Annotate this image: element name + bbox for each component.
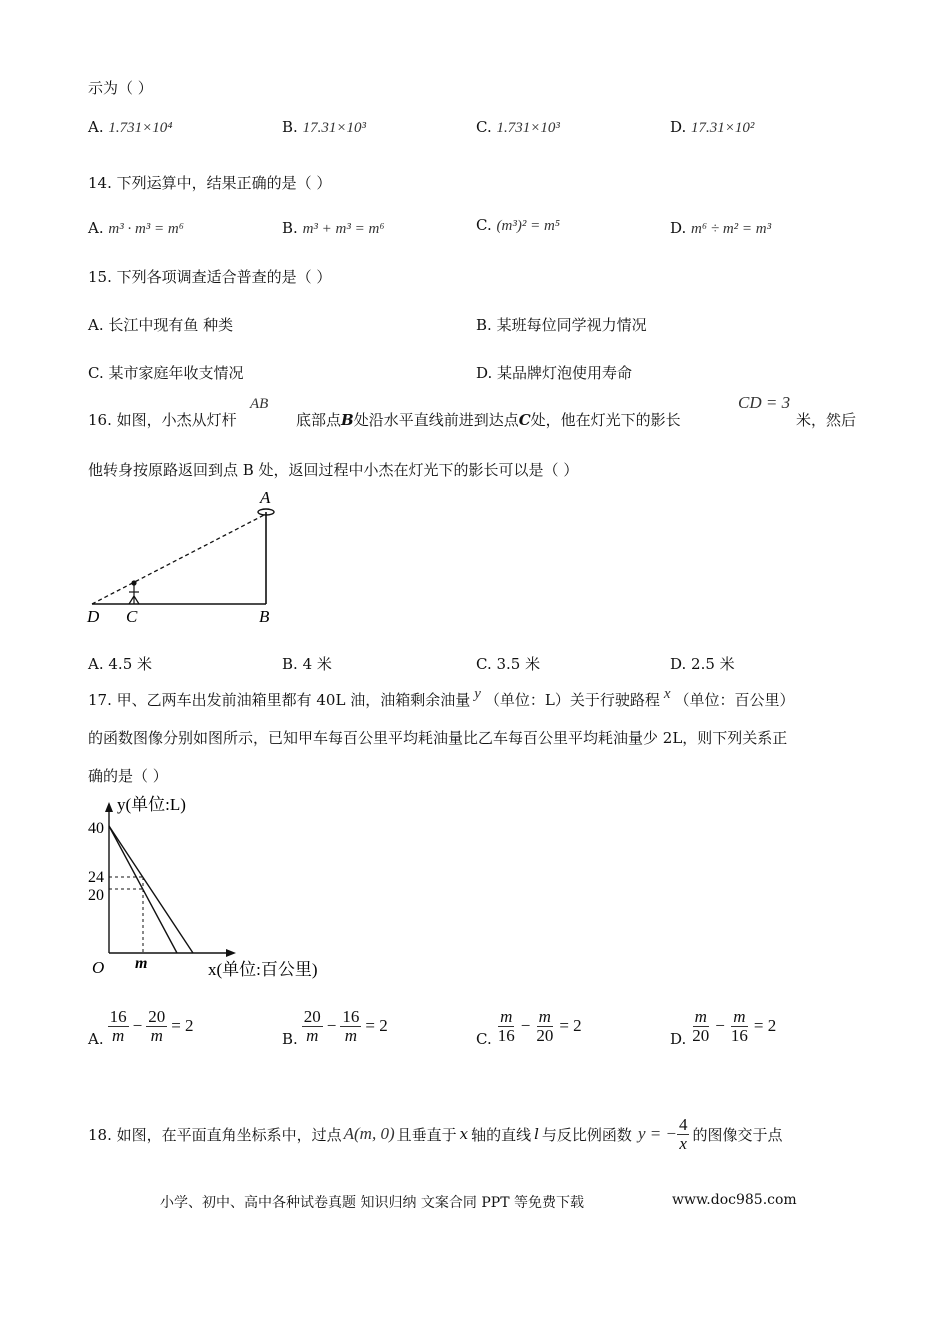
q15-stem: 15. 下列各项调查适合普查的是（ ） bbox=[88, 268, 332, 286]
q13-option-d[interactable]: D. 17.31×10² bbox=[670, 118, 755, 136]
q15-option-d[interactable]: D. 某品牌灯泡使用寿命 bbox=[476, 364, 633, 382]
label-c: C bbox=[126, 607, 138, 626]
q16-line1-a: 16. 如图，小杰从灯杆 bbox=[88, 411, 237, 429]
y-axis-label: y(单位:L) bbox=[117, 795, 186, 814]
label-a: A bbox=[260, 488, 271, 507]
q16-option-a[interactable]: A. 4.5 米 bbox=[88, 655, 153, 673]
label-d: D bbox=[87, 607, 100, 626]
q17-line2: 的函数图像分别如图所示，已知甲车每百公里平均耗油量比乙车每百公里平均耗油量少 2L，则下列关系正 bbox=[88, 729, 788, 747]
x-axis-label: x(单位:百公里) bbox=[208, 960, 318, 979]
label-b: B bbox=[259, 607, 270, 626]
q16-option-b[interactable]: B. 4 米 bbox=[282, 655, 332, 673]
person-leg-left-icon bbox=[129, 596, 134, 604]
tick-20: 20 bbox=[88, 887, 104, 904]
tick-m: m bbox=[135, 955, 148, 972]
q16-figure bbox=[84, 488, 284, 628]
q16-line1-e: 米，然后 bbox=[796, 411, 857, 429]
q14-option-b[interactable]: B. m³ + m³ = m⁶ bbox=[282, 219, 385, 237]
q17-graph bbox=[84, 793, 384, 983]
tick-40: 40 bbox=[88, 820, 104, 837]
q17-option-a[interactable]: A. $\frac{16}{m}$ − $\frac{20}{m}$ = 2 bbox=[88, 1006, 194, 1048]
person-leg-right-icon bbox=[134, 596, 139, 604]
q17-option-b[interactable]: B. $\frac{20}{m}$ − $\frac{16}{m}$ = 2 bbox=[282, 1006, 388, 1048]
q14-option-d[interactable]: D. m⁶ ÷ m² = m³ bbox=[670, 219, 772, 237]
origin-label: O bbox=[92, 958, 105, 977]
footer-url[interactable]: www.doc985.com bbox=[672, 1192, 797, 1208]
x-axis-arrow-icon bbox=[226, 949, 236, 957]
q16-cd: CD = 3 bbox=[738, 393, 791, 412]
q15-option-b[interactable]: B. 某班每位同学视力情况 bbox=[476, 316, 647, 334]
q16-ab: AB bbox=[250, 396, 269, 412]
y-axis-arrow-icon bbox=[105, 802, 113, 812]
q17-line1: 17. 甲、乙两车出发前油箱里都有 40L 油，油箱剩余油量 y （单位：L）关于行驶路程 x （单位：百公里） bbox=[88, 686, 795, 709]
light-ray-line bbox=[92, 514, 266, 604]
q14-option-c[interactable]: C. (m³)² = m⁵ bbox=[476, 216, 560, 234]
q14-stem: 14. 下列运算中，结果正确的是（ ） bbox=[88, 174, 332, 192]
q15-option-a[interactable]: A. 长江中现有鱼 种类 bbox=[88, 316, 234, 334]
q18-line: 18. 如图，在平面直角坐标系中，过点 A(m, 0) 且垂直于 x 轴的直线 l 与反比例函数 y = − $\frac{4}{x}$ 的图像交于点 bbox=[88, 1115, 783, 1153]
q13-option-b[interactable]: B. 17.31×10³ bbox=[282, 118, 366, 136]
q15-option-c[interactable]: C. 某市家庭年收支情况 bbox=[88, 364, 244, 382]
person-head-icon bbox=[131, 580, 136, 585]
footer-text: 小学、初中、高中各种试卷真题 知识归纳 文案合同 PPT 等免费下载 bbox=[160, 1195, 584, 1211]
q17-line3: 确的是（ ） bbox=[88, 767, 168, 785]
q13-tail: 示为（ ） bbox=[88, 79, 153, 97]
q16-line2: 他转身按原路返回到点 B 处，返回过程中小杰在灯光下的影长可以是（ ） bbox=[88, 461, 579, 479]
tick-24: 24 bbox=[88, 869, 104, 886]
q13-option-c[interactable]: C. 1.731×10³ bbox=[476, 118, 560, 136]
q17-option-d[interactable]: D. $\frac{m}{20}$ − $\frac{m}{16}$ = 2 bbox=[670, 1006, 777, 1048]
q14-option-a[interactable]: A. m³ · m³ = m⁶ bbox=[88, 219, 184, 237]
q16-line1-b-wrap: 底部点B处沿水平直线前进到达点C处，他在灯光下的影长 bbox=[296, 411, 681, 429]
q16-option-c[interactable]: C. 3.5 米 bbox=[476, 655, 541, 673]
q13-option-a[interactable]: A. 1.731×10⁴ bbox=[88, 118, 173, 136]
q16-option-d[interactable]: D. 2.5 米 bbox=[670, 655, 735, 673]
q17-option-c[interactable]: C. $\frac{m}{16}$ − $\frac{m}{20}$ = 2 bbox=[476, 1006, 582, 1048]
